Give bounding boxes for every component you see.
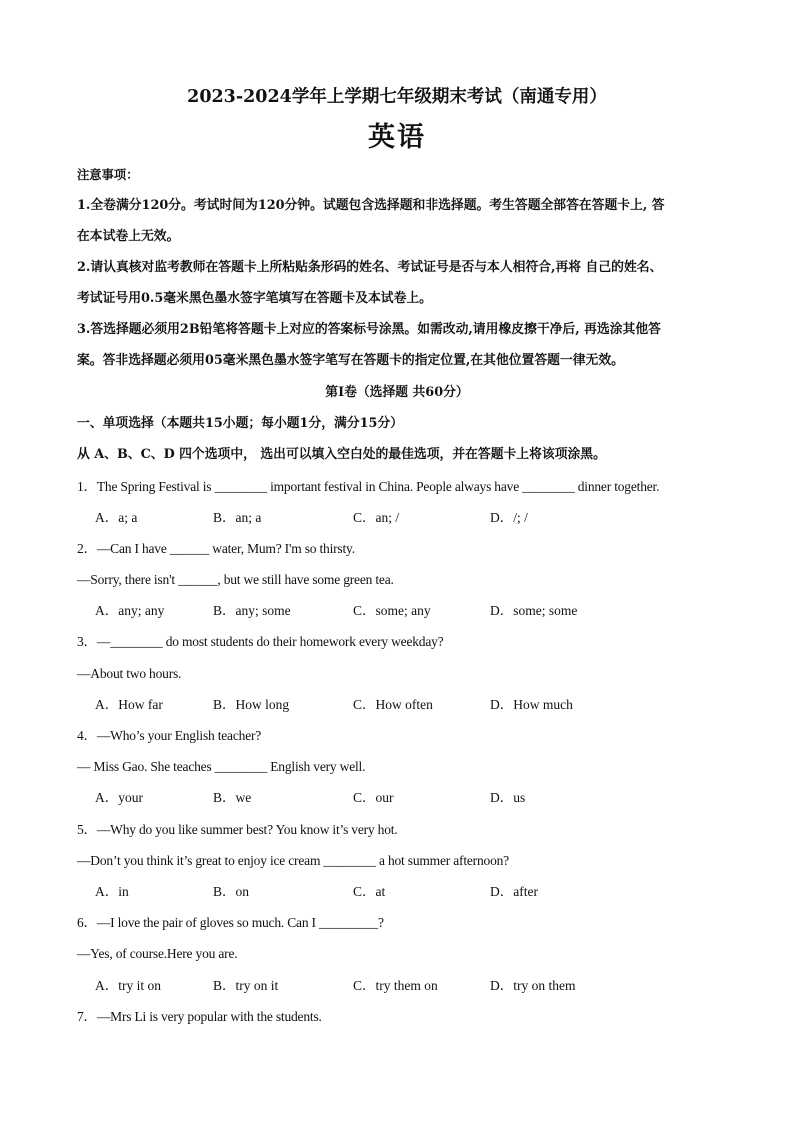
question-3-option-a: A．How far — [95, 697, 163, 712]
notice-item-3-line-2: 案。答非选择题必须用05毫米黑色墨水签字笔写在答题卡的指定位置,在其他位置答题一律无效。 — [77, 353, 624, 368]
question-2-text: 2．—Can I have ______ water, Mum? I'm so thirsty. — [77, 541, 355, 556]
notice-item-2-line-2: 考试证号用0.5毫米黑色墨水签字笔填写在答题卡及本试卷上。 — [77, 291, 432, 306]
question-1-option-b: B．an; a — [213, 510, 262, 525]
question-3-option-d: D．How much — [490, 697, 573, 712]
question-5-option-a: A．in — [95, 884, 129, 899]
question-2-reply: —Sorry, there isn't ______, but we still have some green tea. — [77, 572, 394, 587]
question-4-option-d: D．us — [490, 790, 526, 805]
question-6-option-c: C．try them on — [353, 978, 438, 993]
question-3-option-b: B．How long — [213, 697, 290, 712]
question-4-option-a: A．your — [95, 790, 143, 805]
notice-item-1-line-2: 在本试卷上无效。 — [77, 229, 180, 244]
question-4-text: 4．—Who’s your English teacher? — [77, 728, 262, 743]
question-1-text: 1．The Spring Festival is ________ important festival in China. People always have ________ dinner together. — [77, 479, 660, 494]
notice-item-2-line-1: 2.请认真核对监考教师在答题卡上所粘贴条形码的姓名、考试证号是否与本人相符合,再将 自己的姓名、 — [77, 260, 663, 275]
section-title: 一、单项选择（本题共15小题；每小题1分，满分15分） — [77, 416, 404, 431]
question-6-reply: —Yes, of course.Here you are. — [77, 946, 238, 961]
question-1-option-c: C．an; / — [353, 510, 400, 525]
subject-title: 英语 — [368, 122, 426, 153]
question-4-reply: — Miss Gao. She teaches ________ English very well. — [77, 759, 366, 774]
question-3-text: 3．—________ do most students do their homework every weekday? — [77, 634, 444, 649]
question-3-reply: —About two hours. — [77, 666, 182, 681]
part1-heading: 第I卷（选择题 共60分） — [325, 385, 469, 400]
question-4-option-c: C．our — [353, 790, 394, 805]
question-6-option-b: B．try on it — [213, 978, 279, 993]
question-1-option-d: D．/; / — [490, 510, 528, 525]
question-5-text: 5．—Why do you like summer best? You know it’s very hot. — [77, 822, 398, 837]
question-4-option-b: B．we — [213, 790, 252, 805]
question-2-option-b: B．any; some — [213, 603, 291, 618]
notice-item-3-line-1: 3.答选择题必须用2B铅笔将答题卡上对应的答案标号涂黑。如需改动,请用橡皮擦干净后, 再选涂其他答 — [77, 322, 661, 337]
exam-title: 2023-2024学年上学期七年级期末考试（南通专用） — [187, 87, 607, 107]
question-6-option-d: D．try on them — [490, 978, 576, 993]
question-3-option-c: C．How often — [353, 697, 433, 712]
question-5-option-c: C．at — [353, 884, 386, 899]
question-2-option-c: C．some; any — [353, 603, 431, 618]
question-5-option-d: D．after — [490, 884, 538, 899]
question-2-option-a: A．any; any — [95, 603, 165, 618]
question-1-option-a: A．a; a — [95, 510, 138, 525]
question-6-option-a: A．try it on — [95, 978, 161, 993]
notice-item-1-line-1: 1.全卷满分120分。考试时间为120分钟。试题包含选择题和非选择题。考生答题全部答在答题卡上, 答 — [77, 198, 665, 213]
question-6-text: 6．—I love the pair of gloves so much. Can I _________? — [77, 915, 384, 930]
section-instruction: 从 A、B、C、D 四个选项中， 选出可以填入空白处的最佳选项，并在答题卡上将该项涂黑。 — [77, 447, 606, 462]
question-5-option-b: B．on — [213, 884, 250, 899]
question-7-text: 7．—Mrs Li is very popular with the students. — [77, 1009, 322, 1024]
question-5-reply: —Don’t you think it’s great to enjoy ice cream ________ a hot summer afternoon? — [77, 853, 509, 868]
question-2-option-d: D．some; some — [490, 603, 578, 618]
notice-heading: 注意事项： — [77, 167, 139, 182]
